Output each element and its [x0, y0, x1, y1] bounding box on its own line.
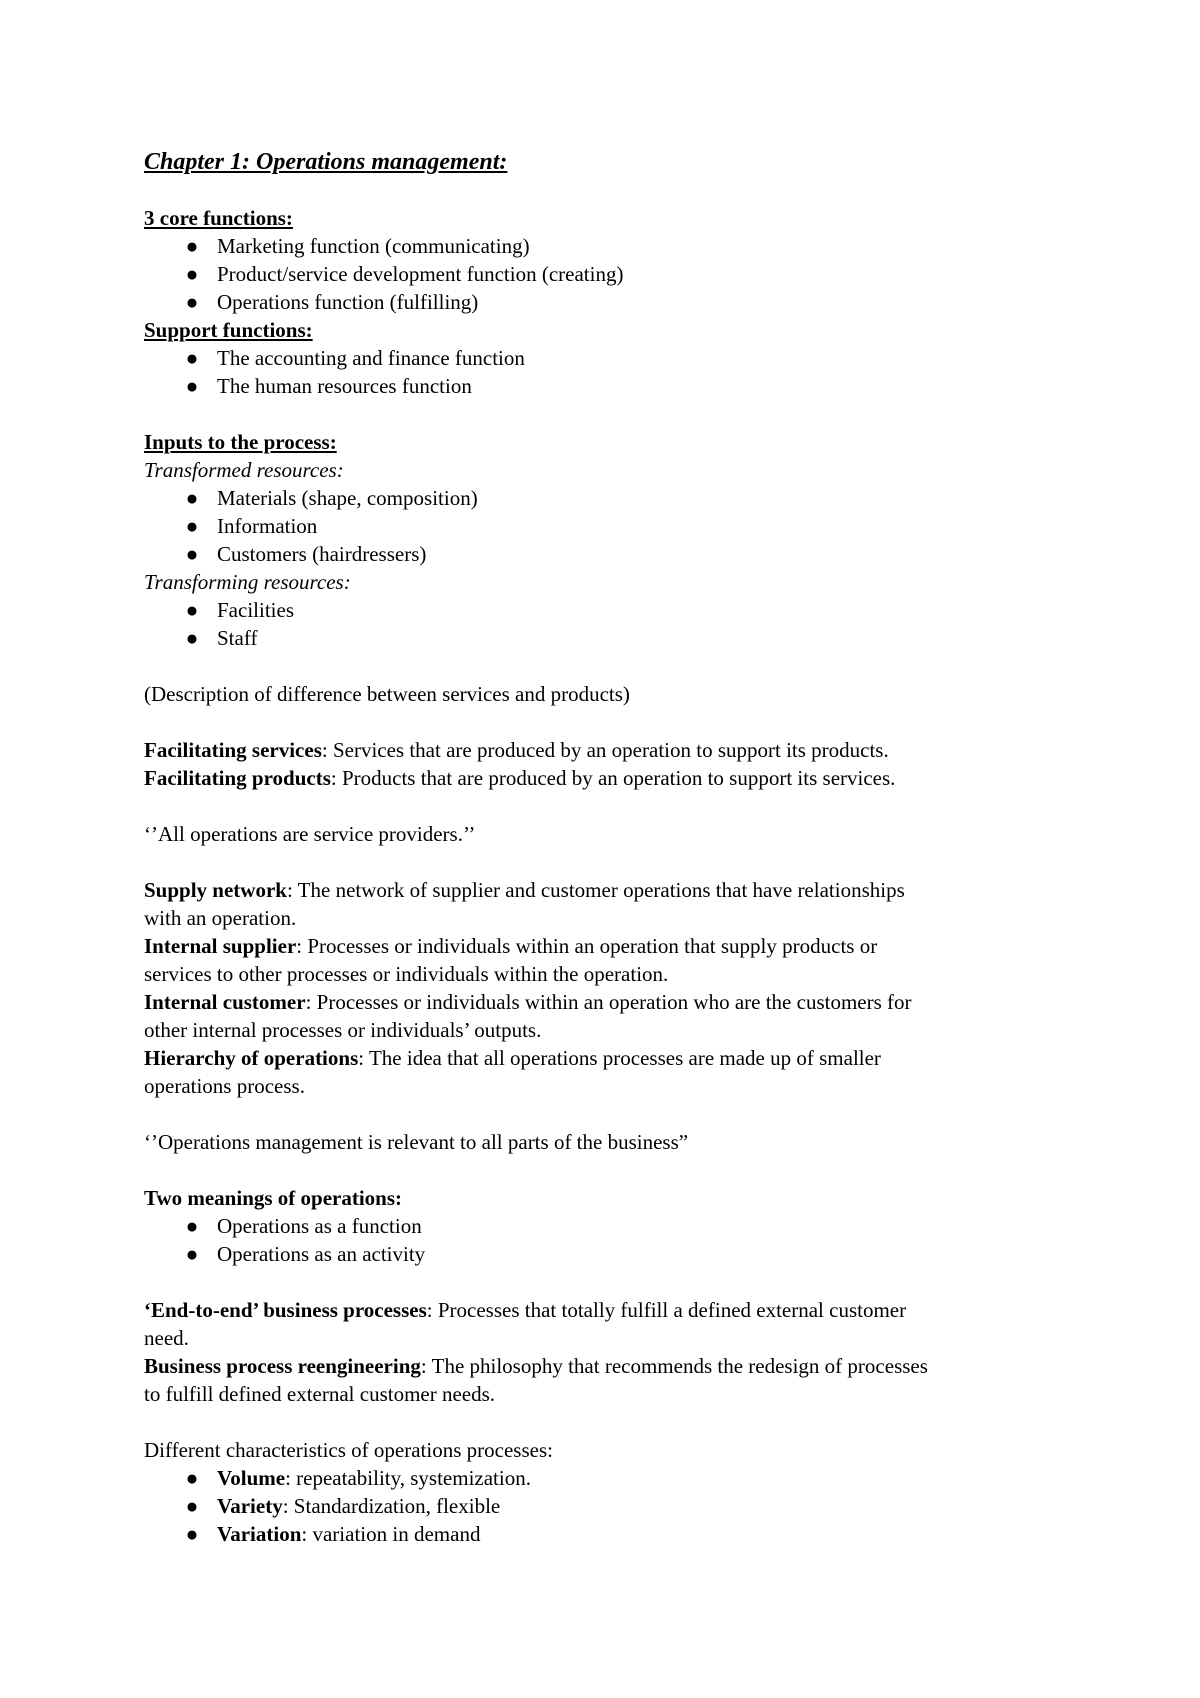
- bullet-icon: ●: [185, 542, 199, 566]
- two-meanings-list: [144, 1212, 1064, 1268]
- bullet-icon: ●: [185, 262, 199, 286]
- support-functions-heading: Support functions:: [144, 318, 313, 342]
- bullet-icon: ●: [185, 598, 199, 622]
- list-item: ● The accounting and finance function: [144, 344, 1064, 372]
- bullet-icon: ●: [185, 1242, 199, 1266]
- core-functions-list: [144, 232, 1064, 316]
- list-item: ● Facilities: [144, 596, 1064, 624]
- definition-internal-supplier: Internal supplier: Processes or individuals within an operation that supply products or services to other processes or individuals within the operation.: [144, 934, 878, 986]
- definition-bpr: Business process reengineering: The philosophy that recommends the redesign of processes to fulfill defined external customer needs.: [144, 1354, 928, 1406]
- list-item: ● Product/service development function (creating): [144, 260, 1064, 288]
- bullet-icon: ●: [185, 1522, 199, 1546]
- bullet-icon: ●: [185, 234, 199, 258]
- list-item: ● Variation: variation in demand: [144, 1520, 1064, 1548]
- definition-facilitating-services: Facilitating services: Services that are produced by an operation to support its products.: [144, 738, 889, 762]
- document-body: [144, 148, 1064, 1548]
- list-item: ● Volume: repeatability, systemization.: [144, 1464, 1064, 1492]
- list-item: ● Customers (hairdressers): [144, 540, 1064, 568]
- list-item: ● Marketing function (communicating): [144, 232, 1064, 260]
- definition-supply-network: Supply network: The network of supplier and customer operations that have relationships with an operation.: [144, 878, 905, 930]
- support-functions-list: [144, 344, 1064, 400]
- bullet-icon: ●: [185, 374, 199, 398]
- list-item: ● Operations function (fulfilling): [144, 288, 1064, 316]
- bullet-icon: ●: [185, 1214, 199, 1238]
- definition-hierarchy-of-operations: Hierarchy of operations: The idea that all operations processes are made up of smaller operations process.: [144, 1046, 881, 1098]
- list-item: ● The human resources function: [144, 372, 1064, 400]
- characteristics-intro: Different characteristics of operations processes:: [144, 1438, 553, 1462]
- quote-operations-management: ‘’Operations management is relevant to all parts of the business”: [144, 1130, 689, 1154]
- quote-service-providers: ‘’All operations are service providers.’’: [144, 822, 476, 846]
- characteristics-list: [144, 1464, 1064, 1548]
- bullet-icon: ●: [185, 1466, 199, 1490]
- definition-facilitating-products: Facilitating products: Products that are produced by an operation to support its services.: [144, 766, 896, 790]
- definition-end-to-end: ‘End-to-end’ business processes: Processes that totally fulfill a defined external customer need.: [144, 1298, 907, 1350]
- page-title: Chapter 1: Operations management:: [144, 149, 508, 175]
- list-item: ● Materials (shape, composition): [144, 484, 1064, 512]
- definition-internal-customer: Internal customer: Processes or individuals within an operation who are the customers for other internal processes or individuals’ outputs.: [144, 990, 912, 1042]
- transforming-resources-list: [144, 596, 1064, 652]
- transforming-resources-label: Transforming resources:: [144, 570, 351, 594]
- bullet-icon: ●: [185, 290, 199, 314]
- list-item: ● Staff: [144, 624, 1064, 652]
- list-item: ● Operations as an activity: [144, 1240, 1064, 1268]
- two-meanings-heading: Two meanings of operations:: [144, 1186, 403, 1210]
- list-item: ● Variety: Standardization, flexible: [144, 1492, 1064, 1520]
- bullet-icon: ●: [185, 486, 199, 510]
- list-item: ● Information: [144, 512, 1064, 540]
- bullet-icon: ●: [185, 346, 199, 370]
- bullet-icon: ●: [185, 514, 199, 538]
- transformed-resources-label: Transformed resources:: [144, 458, 344, 482]
- description-note: (Description of difference between services and products): [144, 682, 630, 706]
- core-functions-heading: 3 core functions:: [144, 206, 293, 230]
- inputs-heading: Inputs to the process:: [144, 430, 337, 454]
- bullet-icon: ●: [185, 626, 199, 650]
- list-item: ● Operations as a function: [144, 1212, 1064, 1240]
- bullet-icon: ●: [185, 1494, 199, 1518]
- transformed-resources-list: [144, 484, 1064, 568]
